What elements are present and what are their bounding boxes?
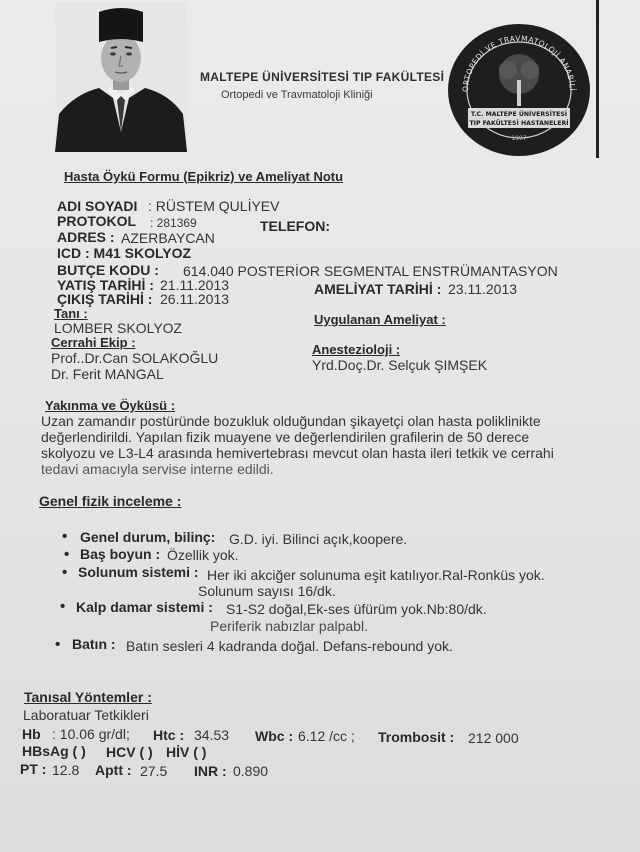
portrait-photo xyxy=(55,2,187,152)
lab-tests-label: Laboratuar Tetkikleri xyxy=(23,707,149,723)
surgeon-1: Prof..Dr.Can SOLAKOĞLU xyxy=(51,350,219,366)
exam-item-value: Batın sesleri 4 kadranda doğal. Defans-rebound yok. xyxy=(126,638,453,654)
hiv-test: HİV ( ) xyxy=(166,744,207,760)
exam-item-value-2: Periferik nabızlar palpabl. xyxy=(210,618,368,634)
seal-line-2: TIP FAKÜLTESİ HASTANELERİ xyxy=(469,120,569,127)
seal-year: 1997 xyxy=(511,135,527,142)
aptt-label: Aptt : xyxy=(95,762,132,778)
surgical-team-label: Cerrahi Ekip : xyxy=(51,335,136,350)
platelet-value: 212 000 xyxy=(468,730,519,746)
exam-item-label: Batın : xyxy=(72,636,116,652)
complaint-line: değerlendirildi. Yapılan fizik muayene ve değerlendirilen grafilerin de 50 derece xyxy=(41,429,530,445)
wbc-label: Wbc : xyxy=(255,728,294,744)
address-value: AZERBAYCAN xyxy=(121,230,215,246)
exam-label: Genel fizik inceleme : xyxy=(39,493,182,509)
complaint-line: skolyozu ve L3-L4 arasında hemivertebrası mevcut olan hasta ileri tetkik ve cerrahi xyxy=(41,445,554,461)
hcv-test: HCV ( ) xyxy=(106,744,153,760)
bullet-icon: • xyxy=(62,528,68,545)
aptt-value: 27.5 xyxy=(140,763,168,779)
applied-surgery-label: Uygulanan Ameliyat : xyxy=(314,312,446,327)
pt-value: 12.8 xyxy=(52,762,80,778)
exam-item-value-2: Solunum sayısı 16/dk. xyxy=(198,583,336,599)
bullet-icon: • xyxy=(55,636,61,653)
budget-code-value: 614.040 POSTERİOR SEGMENTAL ENSTRÜMANTASYON xyxy=(183,263,558,279)
seal-line-1: T.C. MALTEPE ÜNİVERSİTESİ xyxy=(470,111,568,118)
complaint-label: Yakınma ve Öyküsü : xyxy=(45,398,176,413)
exam-item-label: Solunum sistemi : xyxy=(78,564,199,580)
diagnosis-value: LOMBER SKOLYOZ xyxy=(54,320,183,336)
budget-code-label: BUTÇE KODU : xyxy=(57,262,159,278)
university-seal xyxy=(446,22,592,158)
discharge-date-label: ÇIKIŞ TARİHİ : xyxy=(57,291,153,307)
htc-label: Htc : xyxy=(153,727,185,743)
hbsag-test: HBsAg ( ) xyxy=(22,743,86,759)
exam-item-value: G.D. iyi. Bilinci açık,koopere. xyxy=(229,531,408,547)
exam-item-value: Özellik yok. xyxy=(167,547,239,563)
htc-value: 34.53 xyxy=(194,727,230,743)
pt-label: PT : xyxy=(20,761,47,777)
name-value: : RÜSTEM QULİYEV xyxy=(148,198,280,214)
surgeon-2: Dr. Ferit MANGAL xyxy=(51,366,164,382)
protocol-label: PROTOKOL xyxy=(57,213,137,229)
admission-date-value: 21.11.2013 xyxy=(160,277,230,293)
diagnosis-label: Tanı : xyxy=(54,306,88,321)
platelet-label: Trombosit : xyxy=(378,729,455,745)
exam-item-label: Genel durum, bilinç: xyxy=(80,529,216,545)
protocol-value: : 281369 xyxy=(150,216,197,230)
anesthesiology-label: Anestezioloji : xyxy=(312,342,401,357)
exam-item-label: Baş boyun : xyxy=(80,546,161,562)
complaint-line: tedavi amacıyla servise interne edildi. xyxy=(41,461,274,477)
discharge-date-value: 26.11.2013 xyxy=(160,291,230,307)
exam-item-label: Kalp damar sistemi : xyxy=(76,599,213,615)
icd-code: ICD : M41 SKOLYOZ xyxy=(57,245,192,261)
phone-label: TELEFON: xyxy=(260,218,330,234)
university-name: MALTEPE ÜNİVERSİTESİ TIP FAKÜLTESİ xyxy=(200,70,445,84)
admission-date-label: YATIŞ TARİHİ : xyxy=(57,277,154,293)
form-title: Hasta Öykü Formu (Epikriz) ve Ameliyat Notu xyxy=(64,169,344,184)
page-edge-line xyxy=(596,0,599,158)
exam-item-value: Her iki akciğer solunuma eşit katılıyor.Ral-Ronküs yok. xyxy=(207,567,545,583)
complaint-line: Uzan zamandır postüründe bozukluk olduğundan şikayetçi olan hasta poliklinikte xyxy=(41,413,541,429)
diagnostics-label: Tanısal Yöntemler : xyxy=(24,689,152,705)
inr-label: INR : xyxy=(194,763,227,779)
address-label: ADRES : xyxy=(57,229,115,245)
bullet-icon: • xyxy=(60,598,66,615)
exam-item-value: S1-S2 doğal,Ek-ses üfürüm yok.Nb:80/dk. xyxy=(226,601,487,617)
surgery-date-label: AMELİYAT TARİHİ : xyxy=(314,281,442,297)
anesthesiologist: Yrd.Doç.Dr. Selçuk ŞIMŞEK xyxy=(312,357,488,373)
name-label: ADI SOYADI xyxy=(57,198,138,214)
surgery-date-value: 23.11.2013 xyxy=(448,281,518,297)
clinic-name: Ortopedi ve Travmatoloji Kliniği xyxy=(221,89,373,101)
wbc-value: 6.12 /cc ; xyxy=(298,728,355,744)
inr-value: 0.890 xyxy=(233,763,269,779)
bullet-icon: • xyxy=(62,564,68,581)
bullet-icon: • xyxy=(64,546,70,563)
hb-label: Hb xyxy=(22,726,41,742)
hb-value: : 10.06 gr/dl; xyxy=(52,726,130,742)
seal-top-arc-text: ORTOPEDİ VE TRAVMATOLOJİ ANABİLİ xyxy=(460,33,578,93)
